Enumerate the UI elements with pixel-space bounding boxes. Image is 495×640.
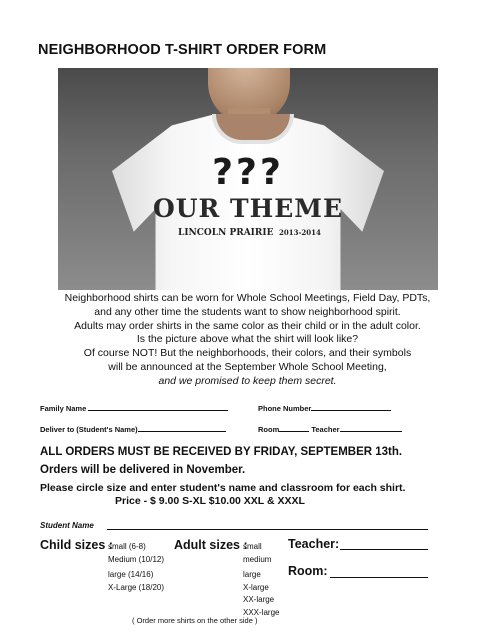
room-field[interactable] — [258, 423, 402, 434]
instructions-notice: Please circle size and enter student's name and classroom for each shirt. — [40, 482, 406, 494]
child-sizes-label: Child sizes : — [40, 538, 113, 552]
adult-size-option[interactable]: XX-large — [243, 595, 275, 604]
child-sizes-list — [108, 541, 164, 594]
room-line[interactable] — [279, 423, 309, 432]
intro-line: will be announced at the September Whole School Meeting, — [108, 360, 387, 373]
phone-number-label: Phone Number — [258, 404, 312, 413]
student-name-label: Student Name — [40, 521, 94, 530]
teacher-label: Teacher: — [288, 537, 340, 551]
teacher-line-small[interactable] — [340, 423, 402, 432]
tshirt-photo — [58, 68, 438, 290]
adult-size-option[interactable]: XXX-large — [243, 607, 280, 617]
intro-paragraph — [30, 292, 465, 389]
child-size-option[interactable]: small (6-8) — [108, 542, 146, 551]
family-name-label: Family Name — [40, 404, 87, 413]
shirt-school-name: LINCOLN PRAIRIE — [178, 228, 274, 238]
adult-sizes-list — [243, 541, 279, 619]
shirt-question-marks: ??? — [212, 152, 284, 193]
teacher-line[interactable] — [340, 549, 428, 550]
phone-number-field[interactable] — [258, 402, 391, 413]
deliver-to-field[interactable] — [40, 423, 226, 434]
shirt-years: 2013-2014 — [279, 228, 321, 237]
deliver-to-label: Deliver to (Student's Name) — [40, 425, 138, 434]
price-notice: Price - $ 9.00 S-XL $10.00 XXL & XXXL — [115, 495, 305, 507]
student-name-line[interactable] — [107, 529, 428, 530]
adult-size-option[interactable]: large — [243, 570, 261, 579]
child-size-option[interactable]: X-Large (18/20) — [108, 582, 165, 592]
intro-line: Neighborhood shirts can be worn for Whole School Meetings, Field Day, PDTs, — [64, 292, 431, 304]
deadline-notice: ALL ORDERS MUST BE RECEIVED BY FRIDAY, SEPTEMBER 13th. — [40, 446, 403, 458]
intro-line: Is the picture above what the shirt will look like? — [136, 333, 359, 346]
intro-line: Of course NOT! But the neighborhoods, their colors, and their symbols — [83, 347, 412, 360]
child-size-option[interactable]: Medium (10/12) — [108, 554, 165, 564]
adult-sizes-label: Adult sizes : — [174, 538, 248, 552]
child-size-option[interactable]: large (14/16) — [108, 570, 154, 579]
intro-line: and any other time the students want to show neighborhood spirit. — [94, 305, 401, 318]
intro-line: and we promised to keep them secret. — [158, 374, 337, 387]
adult-size-option[interactable]: medium — [243, 554, 272, 564]
room-label: Room — [258, 425, 280, 434]
intro-line: Adults may order shirts in the same color as their child or in the adult color. — [74, 319, 421, 332]
footer-note: ( Order more shirts on the other side ) — [132, 616, 258, 625]
page-title: NEIGHBORHOOD T-SHIRT ORDER FORM — [38, 42, 327, 58]
deliver-to-line[interactable] — [138, 423, 226, 432]
adult-size-option[interactable]: X-large — [243, 582, 269, 592]
phone-number-line[interactable] — [311, 402, 391, 411]
adult-size-option[interactable]: small — [243, 542, 262, 551]
room-line-large[interactable] — [330, 577, 428, 578]
teacher-label-small: Teacher — [311, 425, 340, 434]
family-name-line[interactable] — [88, 402, 228, 411]
family-name-field[interactable] — [40, 402, 228, 413]
shirt-theme-text: OUR THEME — [152, 194, 344, 223]
room-label-large: Room: — [288, 564, 328, 578]
delivery-notice: Orders will be delivered in November. — [40, 464, 246, 476]
